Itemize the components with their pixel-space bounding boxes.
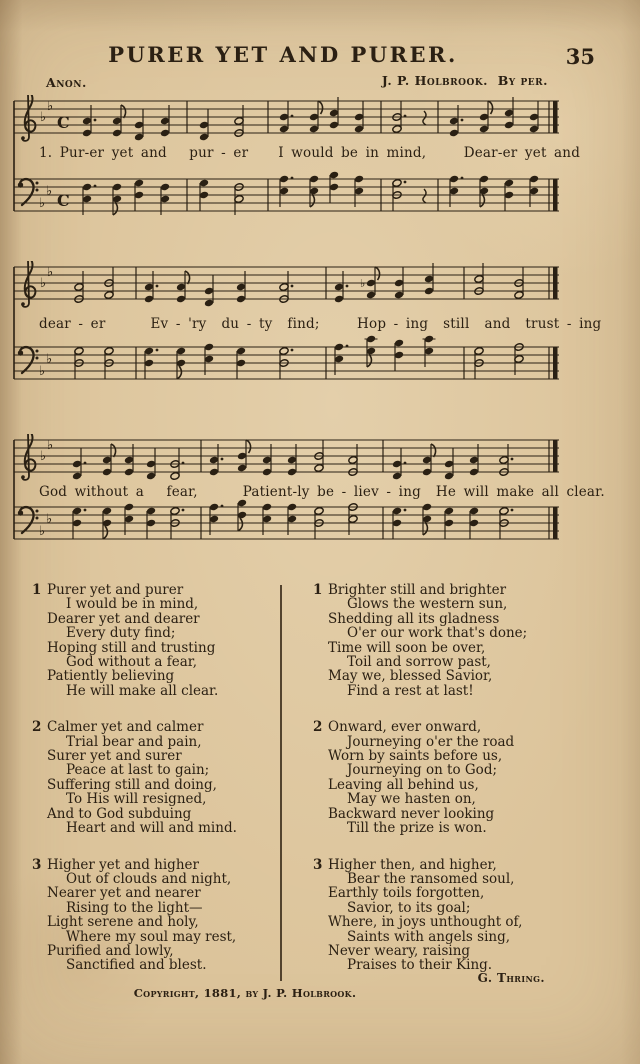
verse-line: Sanctified and blest. (66, 957, 207, 974)
score-lyric-line-1: 1. Pur-er yet and pur - er I would be in mind, Dear-er yet and (39, 145, 581, 161)
music-system-1 (13, 95, 581, 221)
verse-line: Glows the western sun, (347, 596, 508, 613)
verse-line: Trial bear and pain, (66, 733, 202, 750)
verse-section (0, 583, 640, 1003)
verse-number: 1 (32, 582, 42, 598)
verse-number: 1 (313, 582, 323, 598)
verse-number: 2 (32, 719, 42, 736)
verse-line: Every duty find; (66, 625, 176, 642)
verse-line: Heart and will and mind. (66, 820, 237, 837)
verse-line: Leaving all behind us, (328, 776, 479, 793)
page-title: PURER YET AND PURER. (108, 42, 458, 67)
verse (32, 583, 278, 698)
verse (313, 583, 593, 698)
verse-line: Earthly toils forgotten, (328, 885, 485, 902)
svg-text:♭: ♭ (40, 110, 47, 125)
verse-line: Till the prize is won. (347, 820, 487, 837)
verse-number: 3 (32, 856, 42, 873)
verse (32, 720, 278, 835)
score-lyric-line-3: God without a fear, Patient-ly be - liev - ing He will make all clear. (39, 484, 605, 500)
verse-line: Toil and sorrow past, (347, 654, 491, 671)
verse-line: Brighter still and brighter (328, 582, 507, 598)
verse-line: Surer yet and surer (47, 748, 182, 765)
verse-line: Journeying on to God; (347, 762, 498, 779)
lyricist-credit: G. Thring. (477, 971, 545, 985)
svg-text:♭: ♭ (46, 352, 53, 367)
score-lyric-line-2: dear - er Ev - 'ry du - ty find; Hop - ing still and trust - ing (39, 316, 602, 332)
verse-line: Higher then, and higher, (328, 856, 497, 873)
verse-line: May we, blessed Savior, (328, 668, 493, 685)
svg-text:♭: ♭ (39, 196, 46, 211)
verse-line: O'er our work that's done; (347, 625, 528, 642)
verse-column-right (313, 583, 593, 995)
verse-line: Where, in joys unthought of, (328, 914, 523, 931)
music-system-2 (13, 261, 602, 387)
copyright-line: Copyright, 1881, by J. P. Holbrook. (133, 986, 357, 1000)
verse-line: Where my soul may rest, (66, 928, 237, 945)
verse-number: 2 (313, 719, 323, 736)
verse-line: Praises to their King. (347, 957, 493, 974)
verse-line: Never weary, raising (328, 942, 471, 959)
verse-line: Bear the ransomed soul, (347, 870, 515, 887)
svg-text:♭: ♭ (47, 265, 54, 280)
verse-line: Purer yet and purer (47, 582, 184, 598)
verse-line: Suffering still and doing, (47, 776, 217, 793)
verse-line: Light serene and holy, (47, 914, 199, 931)
verse-line: Nearer yet and nearer (47, 885, 201, 902)
author-credit: Anon. (46, 75, 87, 90)
verse-line: Purified and lowly, (47, 942, 174, 959)
music-system-3 (13, 434, 605, 548)
svg-text:♭: ♭ (46, 184, 53, 199)
verse (313, 858, 593, 973)
verse-line: May we hasten on, (347, 791, 476, 808)
composer-credit: J. P. Holbrook. By per. (381, 73, 548, 88)
svg-text:♭: ♭ (46, 512, 53, 527)
verse-line: Find a rest at last! (347, 682, 474, 699)
verse-line: Backward never looking (328, 805, 495, 822)
svg-text:♭: ♭ (47, 99, 54, 114)
verse-number: 3 (313, 856, 323, 873)
verse-line: Rising to the light— (66, 899, 203, 916)
svg-text:♭: ♭ (39, 364, 46, 379)
svg-text:♭: ♭ (39, 524, 46, 539)
verse-line: Hoping still and trusting (47, 639, 216, 656)
verse-line: To His will resigned, (66, 791, 207, 808)
column-divider (280, 585, 282, 981)
verse (313, 720, 593, 835)
verse-column-left (32, 583, 278, 995)
verse-line: Out of clouds and night, (66, 870, 232, 887)
svg-text:♭: ♭ (40, 449, 47, 464)
page-number: 35 (565, 44, 595, 69)
verse-line: Onward, ever onward, (328, 719, 482, 736)
verse-line: I would be in mind, (66, 596, 199, 613)
verse-line: Saints with angels sing, (347, 928, 511, 945)
verse-line: Dearer yet and dearer (47, 610, 200, 627)
verse-line: Higher yet and higher (47, 856, 199, 873)
verse-line: He will make all clear. (66, 682, 219, 699)
svg-text:♭: ♭ (360, 277, 366, 290)
svg-text:C: C (57, 191, 70, 210)
verse-line: Shedding all its gladness (328, 610, 500, 627)
verse-line: Peace at last to gain; (66, 762, 210, 779)
verse-line: God without a fear, (66, 654, 198, 671)
verse-line: Patiently believing (47, 668, 175, 685)
verse-line: Calmer yet and calmer (47, 719, 204, 736)
svg-text:♭: ♭ (47, 438, 54, 453)
verse-line: And to God subduing (47, 805, 192, 822)
verse-line: Savior, to its goal; (347, 899, 471, 916)
verse-line: Time will soon be over, (328, 639, 486, 656)
verse-line: Journeying o'er the road (347, 733, 515, 750)
verse-line: Worn by saints before us, (328, 748, 503, 765)
svg-text:♭: ♭ (40, 276, 47, 291)
verse (32, 858, 278, 973)
svg-text:C: C (57, 113, 70, 132)
